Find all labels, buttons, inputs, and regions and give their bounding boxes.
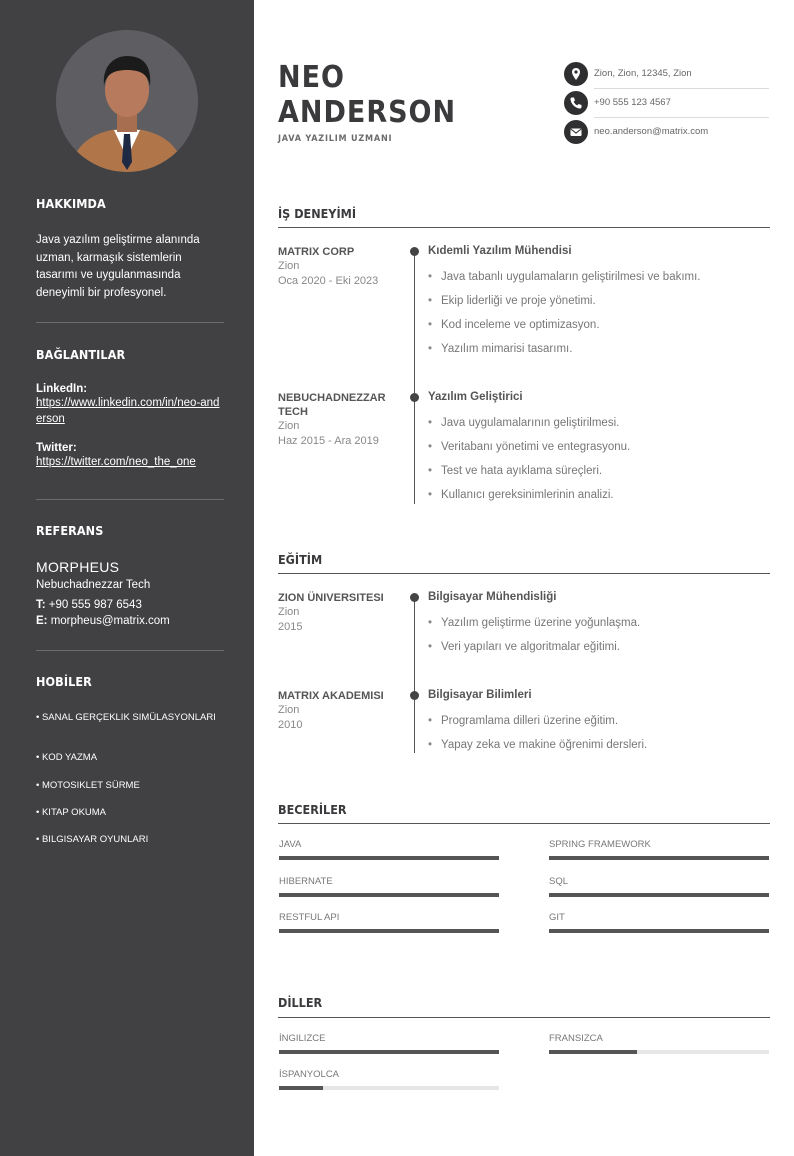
school-location: Zion xyxy=(278,704,300,716)
skill-name: JAVA xyxy=(279,839,302,850)
list-item: • Java uygulamalarının geliştirilmesi. xyxy=(428,417,619,429)
employer-location: Zion xyxy=(278,260,300,272)
skills-title: BECERİLER xyxy=(278,802,347,817)
divider xyxy=(36,499,224,500)
list-item: • Programlama dilleri üzerine eğitim. xyxy=(428,715,618,727)
degree-name: Bilgisayar Bilimleri xyxy=(428,689,532,701)
language-name: İSPANYOLCA xyxy=(279,1069,340,1080)
job-role: Yazılım Geliştirici xyxy=(428,391,523,403)
skill-item xyxy=(549,912,769,923)
skill-item xyxy=(549,876,769,887)
language-bar-fill xyxy=(279,1050,499,1054)
divider xyxy=(36,322,224,323)
last-name: ANDERSON xyxy=(278,95,457,130)
school-name: ZION ÜNIVERSITESI xyxy=(278,592,384,604)
link-twitter xyxy=(36,442,224,470)
list-item: • Ekip liderliği ve proje yönetimi. xyxy=(428,295,596,307)
skill-bar-fill xyxy=(279,929,499,933)
twitter-link[interactable]: https://twitter.com/neo_the_one xyxy=(36,456,196,468)
list-item: • Yazılım geliştirme üzerine yoğunlaşma. xyxy=(428,617,640,629)
reference-section xyxy=(36,523,224,629)
profile-photo xyxy=(56,30,198,172)
graduation-year: 2010 xyxy=(278,719,303,731)
phone-icon xyxy=(564,91,588,115)
links-section xyxy=(36,347,224,470)
address-text: Zion, Zion, 12345, Zion xyxy=(594,68,692,79)
employment-dates: Haz 2015 - Ara 2019 xyxy=(278,435,379,447)
list-item: • Kullanıcı gereksinimlerinin analizi. xyxy=(428,489,614,501)
reference-email xyxy=(36,613,224,629)
skill-bar xyxy=(549,929,769,933)
language-bar xyxy=(549,1050,769,1054)
education-entry-meta xyxy=(278,689,398,733)
skill-bar-fill xyxy=(279,856,499,860)
list-item: • Veri yapıları ve algoritmalar eğitimi. xyxy=(428,641,620,653)
language-item xyxy=(279,1033,499,1044)
linkedin-link[interactable]: https://www.linkedin.com/in/neo-anderson xyxy=(36,397,220,425)
contact-address xyxy=(564,60,769,88)
experience-title: İŞ DENEYİMİ xyxy=(278,206,357,221)
about-title: HAKKIMDA xyxy=(36,196,106,211)
list-item: • Java tabanlı uygulamaların geliştirilmesi ve bakımı. xyxy=(428,271,701,283)
reference-phone-value: +90 555 987 6543 xyxy=(48,599,142,611)
skill-name: RESTFUL API xyxy=(279,912,340,923)
education-timeline xyxy=(414,598,415,753)
skill-bar xyxy=(279,856,499,860)
skill-bar xyxy=(279,929,499,933)
job-title: JAVA YAZILIM UZMANI xyxy=(278,134,393,144)
list-item: • Yapay zeka ve makine öğrenimi dersleri. xyxy=(428,739,647,751)
section-rule xyxy=(278,823,770,824)
skill-item xyxy=(279,876,499,887)
about-text: Java yazılım geliştirme alanında uzman, karmaşık sistemlerin tasarımı ve uygulanmasında deneyimli bir profesyonel. xyxy=(36,234,200,299)
full-name xyxy=(278,60,456,130)
reference-title: REFERANS xyxy=(36,523,104,538)
language-name: FRANSIZCA xyxy=(549,1033,603,1044)
language-item xyxy=(279,1069,499,1080)
mail-icon xyxy=(564,120,588,144)
list-item: • Kod inceleme ve optimizasyon. xyxy=(428,319,600,331)
language-bar-fill xyxy=(549,1050,637,1054)
skill-bar xyxy=(549,856,769,860)
divider xyxy=(36,650,224,651)
email-text[interactable]: neo.anderson@matrix.com xyxy=(594,126,709,137)
hobbies-title: HOBİLER xyxy=(36,674,92,689)
employer-name: NEBUCHADNEZZAR TECH xyxy=(278,392,386,418)
school-name: MATRIX AKADEMISI xyxy=(278,690,384,702)
links-title: BAĞLANTILAR xyxy=(36,347,126,362)
email-label: E: xyxy=(36,615,48,627)
phone-label: T: xyxy=(36,599,46,611)
skill-name: SPRING FRAMEWORK xyxy=(549,839,651,850)
experience-timeline xyxy=(414,252,415,504)
skill-bar-fill xyxy=(279,893,499,897)
degree-name: Bilgisayar Mühendisliği xyxy=(428,591,557,603)
first-name: NEO xyxy=(278,60,345,95)
skill-item xyxy=(549,839,769,850)
experience-entry-meta xyxy=(278,391,398,449)
timeline-dot xyxy=(410,593,419,602)
languages-title: DİLLER xyxy=(278,995,323,1010)
contact-email xyxy=(564,118,769,146)
employment-dates: Oca 2020 - Eki 2023 xyxy=(278,275,379,287)
job-role: Kıdemli Yazılım Mühendisi xyxy=(428,245,572,257)
school-location: Zion xyxy=(278,606,300,618)
skill-item xyxy=(279,839,499,850)
location-icon xyxy=(564,62,588,86)
timeline-dot xyxy=(410,691,419,700)
skill-name: HIBERNATE xyxy=(279,876,333,887)
section-rule xyxy=(278,227,770,228)
skill-bar xyxy=(279,893,499,897)
employer-location: Zion xyxy=(278,420,300,432)
reference-phone xyxy=(36,597,224,613)
reference-company: Nebuchadnezzar Tech xyxy=(36,579,151,591)
language-name: İNGILIZCE xyxy=(279,1033,326,1044)
skill-name: SQL xyxy=(549,876,569,887)
skill-item xyxy=(279,912,499,923)
link-label: Twitter: xyxy=(36,442,77,454)
about-section xyxy=(36,196,224,302)
sidebar xyxy=(0,0,254,1156)
skill-bar-fill xyxy=(549,893,769,897)
link-label: LinkedIn: xyxy=(36,383,88,395)
timeline-dot xyxy=(410,247,419,256)
skill-name: GIT xyxy=(549,912,565,923)
link-linkedin xyxy=(36,383,224,427)
education-title: EĞİTİM xyxy=(278,552,323,567)
hobby-item: • MOTOSIKLET SÜRME xyxy=(36,780,140,791)
list-item: • Veritabanı yönetimi ve entegrasyonu. xyxy=(428,441,630,453)
skill-bar-fill xyxy=(549,856,769,860)
skill-bar-fill xyxy=(549,929,769,933)
language-bar xyxy=(279,1086,499,1090)
hobby-item: • KOD YAZMA xyxy=(36,752,98,763)
contact-phone xyxy=(564,89,769,117)
language-item xyxy=(549,1033,769,1044)
hobby-item: • SANAL GERÇEKLIK SIMÜLASYONLARI xyxy=(36,712,216,723)
language-bar-fill xyxy=(279,1086,323,1090)
timeline-dot xyxy=(410,393,419,402)
hobby-item: • BILGISAYAR OYUNLARI xyxy=(36,834,149,845)
hobby-item: • KITAP OKUMA xyxy=(36,807,107,818)
list-item: • Test ve hata ayıklama süreçleri. xyxy=(428,465,602,477)
reference-name: MORPHEUS xyxy=(36,559,120,575)
phone-text: +90 555 123 4567 xyxy=(594,97,671,108)
graduation-year: 2015 xyxy=(278,621,303,633)
employer-name: MATRIX CORP xyxy=(278,246,355,258)
hobbies-section xyxy=(36,674,224,854)
list-item: • Yazılım mimarisi tasarımı. xyxy=(428,343,572,355)
section-rule xyxy=(278,1017,770,1018)
education-entry-meta xyxy=(278,591,398,635)
experience-entry-meta xyxy=(278,245,398,289)
section-rule xyxy=(278,573,770,574)
skill-bar xyxy=(549,893,769,897)
language-bar xyxy=(279,1050,499,1054)
reference-email-value: morpheus@matrix.com xyxy=(50,615,170,627)
